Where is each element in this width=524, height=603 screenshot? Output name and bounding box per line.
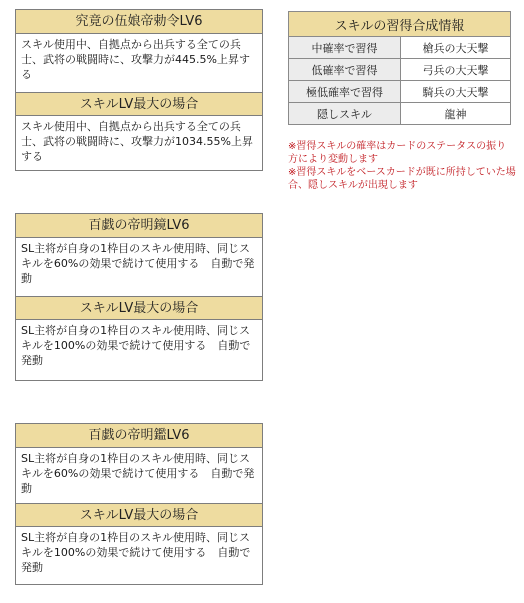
row-value: 弓兵の大天撃 (401, 59, 511, 81)
note-probability: ※習得スキルの確率はカードのステータスの振り方により変動します (288, 141, 507, 165)
skill-card-1 (15, 9, 263, 171)
max-level-header: スキルLV最大の場合 (16, 296, 262, 320)
table-row (289, 37, 511, 59)
skill-card-3 (15, 423, 263, 585)
table-row (289, 59, 511, 81)
row-value: 龍神 (401, 103, 511, 125)
row-value: 騎兵の大天撃 (401, 81, 511, 103)
row-label: 極低確率で習得 (289, 81, 401, 103)
table-row (289, 103, 511, 125)
acquisition-notes (288, 140, 516, 192)
skill-title: 百戯の帝明鏡LV6 (16, 214, 262, 238)
skill-title: 百戯の帝明鑑LV6 (16, 424, 262, 448)
skill-description: SL主将が自身の1枠目のスキル使用時、同じスキルを60%の効果で続けて使用する 自動で発動 (21, 242, 255, 285)
skill-description: スキル使用中、自拠点から出兵する全ての兵士、武将の戦闘時に、攻撃力が445.5%上昇する (21, 38, 250, 81)
table-row (289, 81, 511, 103)
row-label: 低確率で習得 (289, 59, 401, 81)
row-label: 中確率で習得 (289, 37, 401, 59)
skill-title: 究竟の伍娘帝勅令LV6 (16, 10, 262, 34)
skill-description: SL主将が自身の1枠目のスキル使用時、同じスキルを60%の効果で続けて使用する 自動で発動 (21, 452, 255, 495)
max-level-header: スキルLV最大の場合 (16, 503, 262, 527)
max-level-header: スキルLV最大の場合 (16, 92, 262, 116)
max-level-description: スキル使用中、自拠点から出兵する全ての兵士、武将の戦闘時に、攻撃力が1034.55%上昇する (21, 120, 253, 163)
table-title: スキルの習得合成情報 (289, 12, 511, 37)
skill-card-2 (15, 213, 263, 381)
note-hidden-skill: ※習得スキルをベースカードが既に所持していた場合、隠しスキルが出現します (288, 167, 516, 191)
max-level-description: SL主将が自身の1枠目のスキル使用時、同じスキルを100%の効果で続けて使用する 自動で発動 (21, 531, 251, 574)
max-level-description: SL主将が自身の1枠目のスキル使用時、同じスキルを100%の効果で続けて使用する 自動で発動 (21, 324, 251, 367)
skill-acquisition-table (288, 11, 511, 125)
row-value: 槍兵の大天撃 (401, 37, 511, 59)
row-label: 隠しスキル (289, 103, 401, 125)
